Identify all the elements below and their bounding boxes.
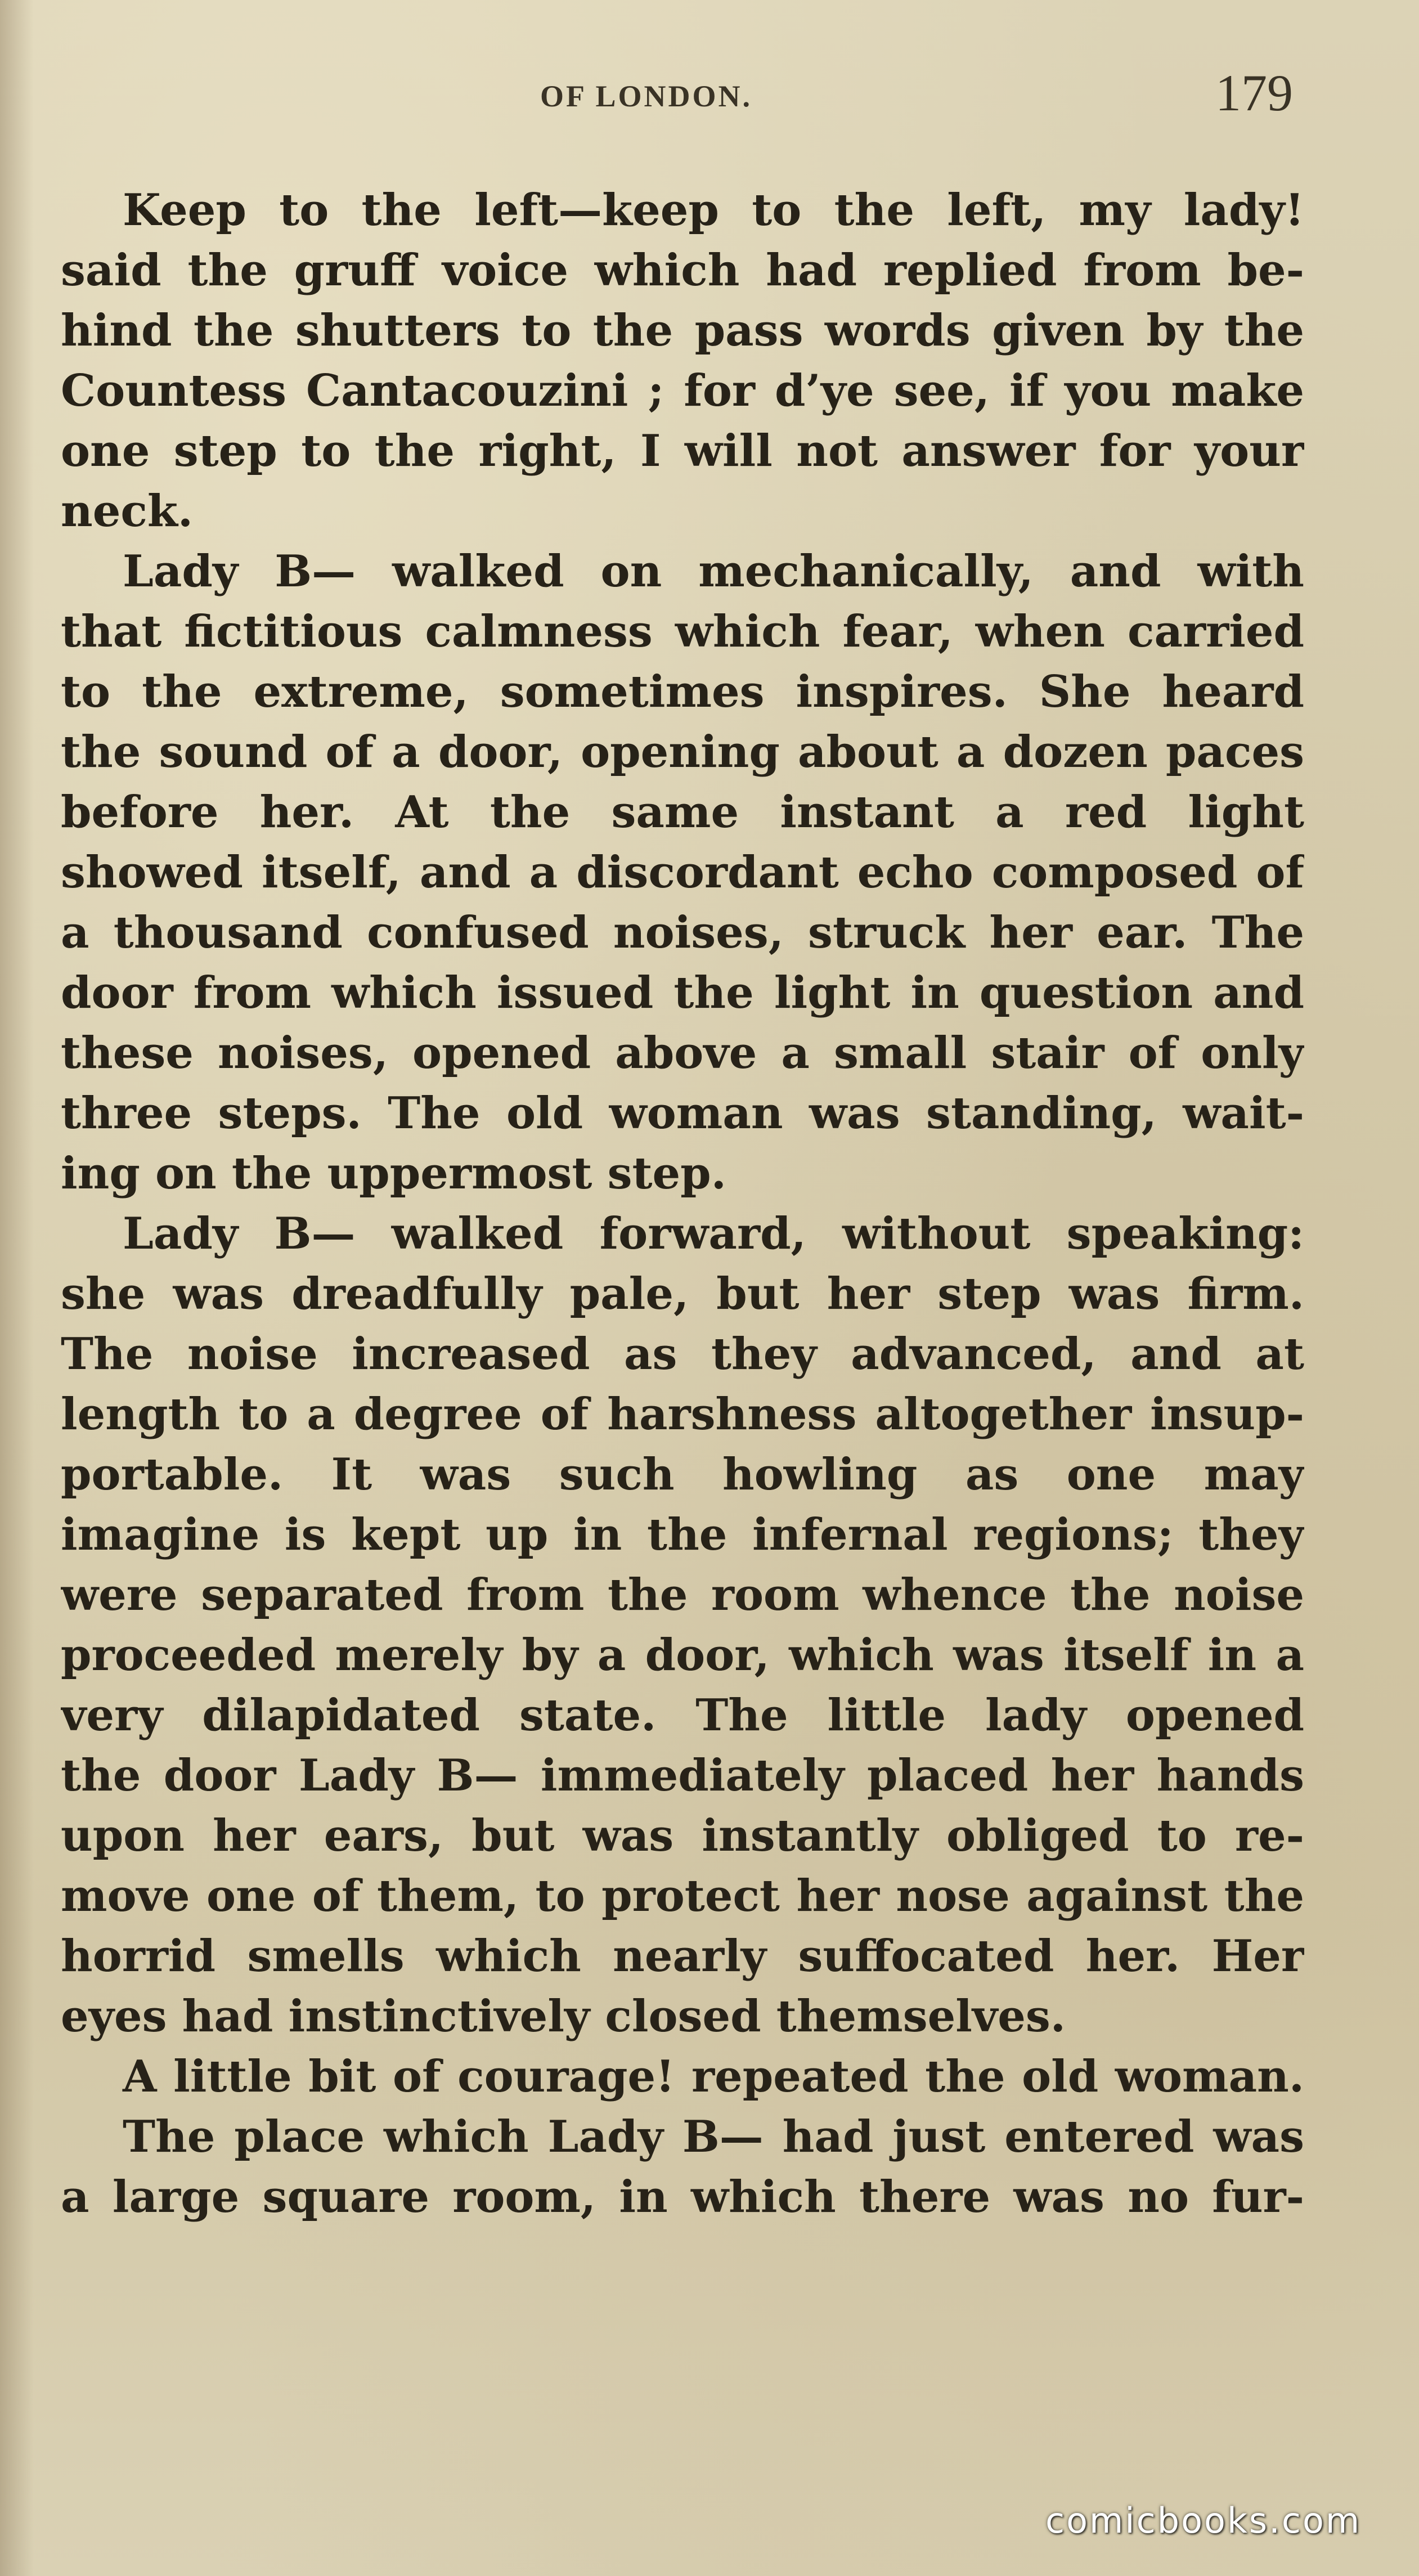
- text-line: length to a degree of harshness altogether insup-: [61, 1389, 1304, 1440]
- text-line: these noises, opened above a small stair of only: [61, 1027, 1304, 1079]
- text-line: she was dreadfully pale, but her step was firm.: [61, 1268, 1304, 1320]
- text-line: imagine is kept up in the infernal regions; they: [61, 1509, 1304, 1560]
- text-line: Lady B— walked on mechanically, and with: [123, 546, 1304, 597]
- paragraph-4: [61, 2047, 1304, 2107]
- paragraph-5: [61, 2107, 1304, 2227]
- running-head: OF LONDON.: [540, 79, 752, 113]
- text-line: showed itself, and a discordant echo composed of: [61, 847, 1304, 898]
- text-line: Countess Cantacouzini ; for d’ye see, if you make: [61, 365, 1304, 416]
- text-line: upon her ears, but was instantly obliged to re-: [61, 1810, 1304, 1861]
- text-line: move one of them, to protect her nose against the: [61, 1870, 1304, 1922]
- text-line: very dilapidated state. The little lady opened: [61, 1690, 1304, 1741]
- text-line: a large square room, in which there was no fur-: [61, 2171, 1304, 2223]
- text-line: The noise increased as they advanced, and at: [61, 1329, 1304, 1380]
- paragraph-2: [61, 541, 1304, 1204]
- page-number: 179: [1215, 64, 1293, 122]
- text-line: hind the shutters to the pass words given by the: [61, 305, 1304, 356]
- text-line: were separated from the room whence the noise: [61, 1569, 1304, 1621]
- paragraph-3: [61, 1204, 1304, 2047]
- text-line: door from which issued the light in question and: [61, 967, 1304, 1018]
- text-line: horrid smells which nearly suffocated her. Her: [61, 1931, 1304, 1982]
- text-line: the sound of a door, opening about a dozen paces: [61, 726, 1304, 778]
- text-line: to the extreme, sometimes inspires. She heard: [61, 666, 1304, 717]
- text-line: proceeded merely by a door, which was itself in a: [61, 1630, 1304, 1681]
- text-line: that fictitious calmness which fear, when carried: [61, 606, 1304, 657]
- watermark: comicbooks.com: [1045, 2500, 1362, 2541]
- text-line: said the gruff voice which had replied from be-: [61, 245, 1304, 296]
- text-line: Lady B— walked forward, without speaking:: [123, 1208, 1304, 1259]
- text-line: portable. It was such howling as one may: [61, 1449, 1304, 1500]
- text-line: before her. At the same instant a red light: [61, 787, 1304, 838]
- text-line: eyes had instinctively closed themselves.: [61, 1991, 1066, 2042]
- text-line: A little bit of courage! repeated the old woman.: [123, 2051, 1304, 2102]
- page-header: [0, 64, 1419, 135]
- text-line: The place which Lady B— had just entered was: [123, 2111, 1304, 2162]
- text-line: neck.: [61, 486, 194, 537]
- text-line: one step to the right, I will not answer for your: [61, 425, 1304, 477]
- text-line: Keep to the left—keep to the left, my lady!: [123, 185, 1304, 236]
- paragraph-1: [61, 180, 1304, 541]
- text-line: the door Lady B— immediately placed her hands: [61, 1750, 1304, 1801]
- body-text: [61, 180, 1304, 2262]
- text-line: three steps. The old woman was standing, wait-: [61, 1088, 1304, 1139]
- text-line: a thousand confused noises, struck her ear. The: [61, 907, 1304, 958]
- text-line: ing on the uppermost step.: [61, 1148, 726, 1199]
- page-gutter-shadow: [0, 0, 34, 2576]
